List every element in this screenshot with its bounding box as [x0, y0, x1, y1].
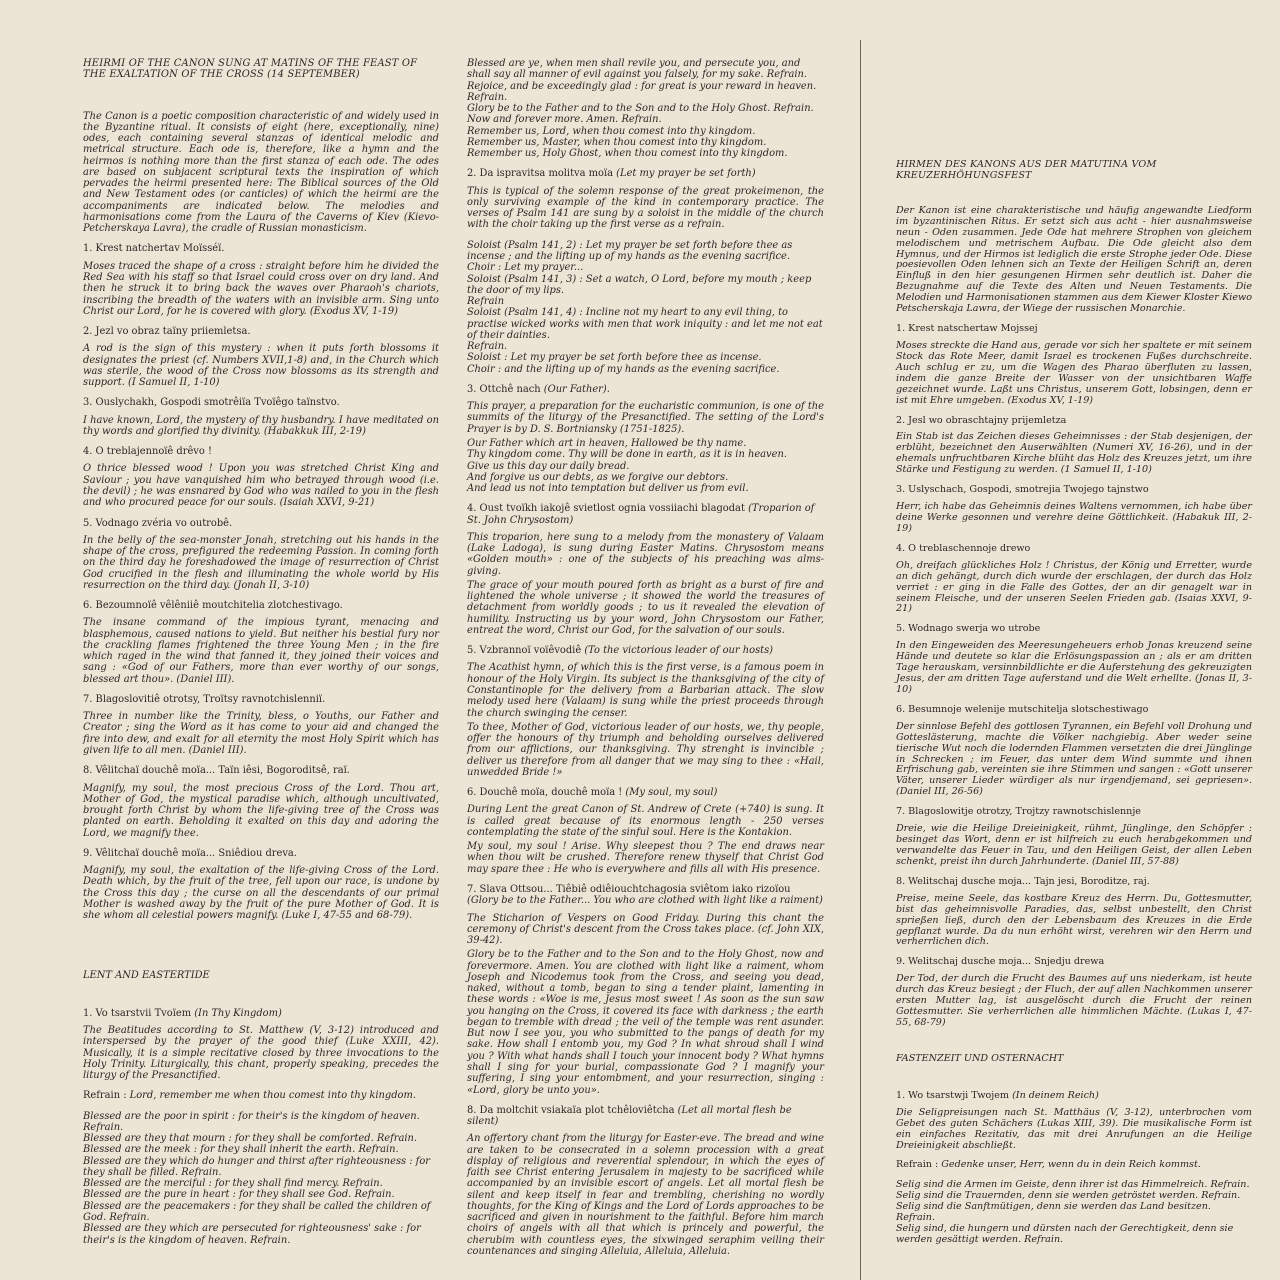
text-line: Remember us, Lord, when thou comest into thy kingdom. [467, 125, 756, 137]
text-line: Glory be to the Father and to the Son and to the Holy Ghost. Refrain. [467, 103, 814, 115]
section-6-text-1: During Lent the great Canon of St. Andrew of Crete (+740) is sung. It is called great because of its enormous length - 250 verses contemplating the state of the sinful soul. Here is the Kontakion. [467, 804, 824, 838]
refrain-line: Refrain : Lord, remember me when thou comest into thy kingdom. [83, 1090, 416, 1102]
english-column-2 [467, 58, 824, 1266]
lent-title: LENT AND EASTERTIDE [83, 970, 210, 982]
german-column [896, 160, 1252, 1255]
ode-heading: 2. Jezl vo obraz taïny priiemletsa. [83, 326, 251, 338]
section-4-text-1: This troparion, here sung to a melody from the monastery of Valaam (Lake Ladoga), is sung during Easter Matins. Chrysostom means «Golden mouth» : one of the subjects of his preaching was alms-giving. [467, 531, 824, 577]
text-line: Blessed are they that mourn : for they shall be comforted. Refrain. [83, 1133, 418, 1145]
text-line: Soloist : Let my prayer be set forth before thee as incense. [467, 352, 762, 364]
text-line: Thy kingdom come. Thy will be done in earth, as it is in heaven. [467, 449, 787, 461]
ode-text: Herr, ich habe das Geheimnis deines Waltens vernommen, ich habe über deine Werke gesonnen und verehre deine Göttlichkeit. (Habakuk III, 2-19) [896, 501, 1252, 534]
text-line: Remember us, Master, when thou comest into thy kingdom. [467, 136, 767, 148]
ode-text: Ein Stab ist das Zeichen dieses Geheimnisses : der Stab desjenigen, der erblüht, bezeichnet den Auserwählten (Numeri XV, 16-26), und in der ehemals unfruchtbaren Kirche blüht das Holz des Kreuzes jetzt, um ihre Stärke und Festigung zu werden. (1 Samuel II, 1-10) [896, 431, 1252, 476]
prokeimenon-lines [467, 240, 824, 375]
section-8-text: An offertory chant from the liturgy for Easter-eve. The bread and wine are taken to be consecrated in a solemn procession with a great display of religious and reverential splendour, in which the eyes of faith see Christ entering Jerusalem in majesty to be sacrificed while accompanied by an invisible escort of angels. Let all mortal flesh be silent and keep itself in fear and trembling, cherishing no wordly thoughts, for the King of Kings and the Lord of Lords approaches to be sacrificed and given in nourishment to the faithful. Before him march choirs of angels with all that which is princely and powerful, the cherubim with countless eyes, the sixwinged seraphim veiling their countenances and singing Alleluia, Alleluia, Alleluia. [467, 1133, 824, 1257]
ode-text: Der Tod, der durch die Frucht des Baumes auf uns niederkam, ist heute durch das Kreuz besiegt ; der Fluch, der auf allen Nachkommen unserer ersten Mutter lag, ist ausgelöscht durch die Frucht der reinen Gottesmutter. Sie verherrlichen alle himmlichen Mächte. (Lukas I, 47-55, 68-79) [896, 973, 1252, 1028]
text-line: Blessed are they which are persecuted for righteousness' sake : for their's is the kingdom of heaven. Refrain. [83, 1223, 421, 1246]
beatitudes-continued [467, 58, 824, 159]
ode-heading: 4. O treblajennoïê drêvo ! [83, 446, 212, 458]
section-5-heading: 5. Vzbrannoï voïêvodiê (To the victorious leader of our hosts) [467, 645, 774, 657]
text-line: Selig sind die Trauernden, denn sie werden getröstet werden. Refrain. [896, 1190, 1241, 1202]
text-line: Soloist (Psalm 141, 2) : Let my prayer be set forth before thee as incense ; and the lifting up of my hands as the evening sacrifice. [467, 239, 793, 262]
ode-text: Der sinnlose Befehl des gottlosen Tyrannen, ein Befehl voll Drohung und Gotteslästerung, machte die Völker nachgiebig. Aber weder seine tierische Wut noch die lodernden Flammen versetzten die drei Jünglinge in Schrecken ; im Feuer, das unter dem Wind summte und ihnen Erfrischung gab, vereinten sie ihre Stimmen und sangen : «Gott unserer Väter, unserer Lieder würdiger als nur irgendjemand, sei gepriesen». (Daniel III, 26-56) [896, 720, 1252, 798]
ode-heading: 7. Blagoslowitje otrotzy, Trojtzy rawnotschislennje [896, 806, 1141, 818]
section-4-heading: 4. Oust tvoïkh iakojê svietlost ognia vossiiachi blagodat (Troparion of St. John Chrysostom) [467, 503, 815, 526]
ode-text: A rod is the sign of this mystery : when it puts forth blossoms it designates the priest (cf. Numbers XVII,1-8) and, in the Church which was sterile, the wood of the Cross now blossoms as its strength and support. (I Samuel II, 1-10) [83, 343, 439, 389]
text-line: Choir : Let my prayer... [467, 262, 584, 274]
refrain-line-de: Refrain : Gedenke unser, Herr, wenn du in dein Reich kommst. [896, 1159, 1201, 1171]
ode-heading: 6. Besumnoje welenije mutschitelja slotschestiwago [896, 703, 1149, 715]
section-3-text: This prayer, a preparation for the eucharistic communion, is one of the summits of the liturgy of the Presanctified. The setting of the Lord's Prayer is by D. S. Bortniansky (1751-1825). [467, 401, 824, 435]
section-2-text: This is typical of the solemn response of the great prokeimenon, the only surviving example of the kind in contemporary practice. The verses of Psalm 141 are sung by a soloist in the middle of the church with the choir taking up the first verse as a refrain. [467, 185, 824, 231]
ode-heading: 7. Blagoslovitiê otrotsy, Troïtsy ravnotchislenniï. [83, 693, 326, 705]
ode-text: Moses streckte die Hand aus, gerade vor sich her spaltete er mit seinem Stock das Rote Meer, damit Israel es trockenen Fußes durchschreite. Auch schlug er zu, um die Wagen des Pharao überfluten zu lassen, indem die ganze Breite der Wasser von der unsichtbaren Waffe gezeichnet wurde. Laßt uns Christus, unserem Gott, lobsingen, denn er ist mit Ehre umgeben. (Exodus XV, 1-19) [896, 339, 1252, 406]
section-7-text-1: The Sticharion of Vespers on Good Friday. During this chant the ceremony of Christ's descent from the Cross takes place. (cf. John XIX, 39-42). [467, 912, 824, 947]
text-line: Blessed are they which do hunger and thirst after righteousness : for they shall be filled. Refrain. [83, 1155, 431, 1178]
text-line: Blessed are the poor in spirit : for their's is the kingdom of heaven. Refrain. [83, 1110, 420, 1133]
text-line: Blessed are the meek : for they shall inherit the earth. Refrain. [83, 1144, 399, 1156]
text-line: Selig sind die Armen im Geiste, denn ihrer ist das Himmelreich. Refrain. [896, 1179, 1250, 1191]
ode-text: Oh, dreifach glückliches Holz ! Christus, der König und Erretter, wurde an dich gehängt, durch dich wurde der erschlagen, der durch das Holz verriet : er ging in die Falle des Gottes, der an dir genagelt war in seinem Fleische, und der unseren Seelen Frieden gab. (Isaias XXVI, 9-21) [896, 559, 1252, 615]
section-2-heading: 2. Da ispravitsa molitva moïa (Let my prayer be set forth) [467, 168, 756, 180]
ode-text: The insane command of the impious tyrant, menacing and blasphemous, caused nations to yield. But neither his bestial fury nor the crackling flames frightened the three Young Men ; in the fire which raged in the wind that fanned it, they joined their voices and sang : «God of our Fathers, more than ever worthy of our songs, blessed art thou». (Daniel III). [83, 617, 439, 685]
section-5-text-2: To thee, Mother of God, victorious leader of our hosts, we, thy people, offer the honours of thy triumph and beholding ourselves delivered from our afflictions, our thanksgiving. Thy strenght is invincible ; deliver us therefore from all danger that we may sing to thee : «Hail, unwedded Bride !» [467, 721, 824, 778]
column-divider [860, 40, 861, 1280]
section-7-heading: 7. Slava Ottsou... Tiêbiê odiêiouchtchagosia sviêtom iako rizoïou (Glory be to the Father... You who are clothed with light like a raiment) [467, 884, 823, 907]
text-line: Our Father which art in heaven, Hallowed be thy name. [467, 437, 747, 449]
ode-heading: 4. O treblaschennoje drewo [896, 542, 1031, 554]
lords-prayer-lines [467, 438, 824, 494]
section-4-text-2: The grace of your mouth poured forth as bright as a burst of fire and lightened the whole universe ; it showed the world the treasures of detachment from worldly goods ; to us it revealed the elevation of humility. Instructing us by your word, John Chrysostom our Father, entreat the word, Christ our God, for the salvation of our souls. [467, 579, 824, 636]
text-line: Soloist (Psalm 141, 4) : Incline not my heart to any evil thing, to practise wicked works with men that work iniquity : and let me not eat of their dainties. [467, 307, 823, 341]
text-line: Refrain [467, 296, 505, 308]
english-odes [83, 243, 439, 921]
lent-1-text: The Beatitudes according to St. Matthew (V, 3-12) introduced and interspersed by the prayer of the good thief (Luke XXIII, 42). Musically, it is a simple recitative closed by three invocations to the Holy Trinity. Liturgically, this chant, properly speaking, precedes the liturgy of the Presanctified. [83, 1025, 439, 1082]
text-line: Selig sind, die hungern und dürsten nach der Gerechtigkeit, denn sie werden gesättigt werden. Refrain. [896, 1223, 1234, 1245]
text-line: Blessed are the peacemakers : for they shall be called the children of God. Refrain. [83, 1200, 431, 1223]
text-line: Selig sind die Sanftmütigen, denn sie werden das Land besitzen. Refrain. [896, 1201, 1211, 1224]
ode-text: Dreie, wie die Heilige Dreieinigkeit, rühmt, Jünglinge, den Schöpfer : besinget das Wort, denn er ist hilfreich zu euch herabgekommen und verwandelte das Feuer in Tau, und den Heiligen Geist, der allen Leben schenkt, preist ihn durch Jahrhunderte. (Daniel III, 57-88) [896, 823, 1252, 867]
text-line: Blessed are ye, when men shall revile you, and persecute you, and shall say all manner of evil against you falsely, for my sake. Refrain. [467, 58, 808, 81]
fastenzeit-1-text: Die Seligpreisungen nach St. Matthäus (V, 3-12), unterbrochen vom Gebet des guten Schächers (Lukas XIII, 39). Die musikalische Form ist ein einfaches Rezitativ, das mit drei Anrufungen an die Heilige Dreieinigkeit abschließt. [896, 1106, 1252, 1151]
ode-heading: 5. Wodnago swerja wo utrobe [896, 623, 1041, 635]
ode-heading: 8. Vêlitchaï douchê moïa... Taïn iêsi, Bogoroditsê, raï. [83, 765, 350, 777]
ode-text: Preise, meine Seele, das kostbare Kreuz des Herrn. Du, Gottesmutter, bist das geheimnisvolle Paradies, das, selbst unbestellt, den Christ sprießen ließ, durch den der Lebensbaum des Kreuzes in die Erde gepflanzt wurde. Da du nun erhöht wirst, verehren wir den Herrn und verherrlichen dich. [896, 892, 1252, 948]
ode-text: In the belly of the sea-monster Jonah, stretching out his hands in the shape of the cross, prefigured the redeeming Passion. In coming forth on the third day he foreshadowed the image of resurrection of Christ God crucified in the flesh and illuminating the whole world by His resurrection on the third day. (Jonah II, 3-10) [83, 534, 439, 591]
ode-text: I have known, Lord, the mystery of thy husbandry. I have meditated on thy words and glorified thy divinity. (Habakkuk III, 2-19) [83, 414, 439, 437]
ode-text: Magnify, my soul, the most precious Cross of the Lord. Thou art, Mother of God, the mystical paradise which, although uncultivated, brought forth Christ by whom the life-giving tree of the Cross was planted on earth. Beholding it exalted on this day and adoring the Lord, we magnify thee. [83, 782, 439, 839]
fastenzeit-title: FASTENZEIT UND OSTERNACHT [896, 1052, 1064, 1064]
lent-1-heading: 1. Vo tsarstvii Tvoïem (In Thy Kingdom) [83, 1007, 282, 1019]
text-line: Refrain. [467, 341, 508, 353]
text-line: Blessed are the merciful : for they shall find mercy. Refrain. [83, 1178, 383, 1190]
ode-text: O thrice blessed wood ! Upon you was stretched Christ King and Saviour ; you have vanquished him who betrayed through wood (i.e. the devil) ; he was ensnared by God who was nailed to you in the flesh and who procured peace for our souls. (Isaiah XXVI, 9-21) [83, 463, 439, 509]
kanon-intro: Der Kanon ist eine charakteristische und häufig angewandte Liedform im byzantinischen Ritus. Er setzt sich aus acht - hier ausnahmsweise neun - Oden zusammen. Jede Ode hat mehrere Strophen von gleichem melodischem und metrischem Aufbau. Die Ode gleicht also dem Hymnus, und der Hirmos ist lediglich die erste Strophe jeder Ode. Diese poesievollen Oden lehnen sich an Texte der Heiligen Schrift an, deren Einfluß in den hier gesungenen Hirmen sehr deutlich ist. Daher die Bezugnahme auf die Texte des Alten und Neuen Testaments. Die Melodien und Harmonisationen stammen aus dem Kiewer Kloster Kiewo Petscherskaja Lawra, der Wiege der russischen Monarchie. [896, 204, 1252, 315]
text-line: Give us this day our daily bread. [467, 460, 630, 472]
section-3-heading: 3. Ottchê nach (Our Father). [467, 383, 610, 395]
ode-heading: 8. Welitschaj dusche moja... Tajn jesi, Boroditze, raj. [896, 875, 1150, 887]
text-line: Remember us, Holy Ghost, when thou comest into thy kingdom. [467, 148, 788, 160]
text-line: Soloist (Psalm 141, 3) : Set a watch, O Lord, before my mouth ; keep the door of my lips. [467, 273, 812, 296]
ode-heading: 1. Krest natchertav Moïsséï. [83, 243, 225, 255]
english-column-1 [83, 58, 439, 1255]
section-8-heading: 8. Da moltchit vsiakaïa plot tchêloviêtcha (Let all mortal flesh be silent) [467, 1104, 792, 1128]
text-line: Rejoice, and be exceedingly glad : for great is your reward in heaven. Refrain. [467, 80, 817, 103]
german-odes [896, 324, 1252, 1029]
seligpreisungen-list [896, 1180, 1252, 1246]
text-line: Now and forever more. Amen. Refrain. [467, 114, 662, 126]
ode-text: In den Eingeweiden des Meeresungeheuers erhob Jonas kreuzend seine Hände und deutete so klar die Erlösungspassion an ; als er am dritten Tage herauskam, versinnbildlichte er die Auferstehung des gekreuzigten Jesus, der am dritten Tage auferstand und die Welt erhellte. (Jonas II, 3-10) [896, 640, 1252, 695]
section-6-text-2: My soul, my soul ! Arise. Why sleepest thou ? The end draws near when thou wilt be crushed. Therefore renew thyself that Christ God may spare thee : He who is everywhere and fills all with His presence. [467, 841, 824, 875]
hirmen-title: HIRMEN DES KANONS AUS DER MATUTINA VOM KREUZERHÖHUNGSFEST [896, 159, 1157, 181]
text-line: And lead us not into temptation but deliver us from evil. [467, 483, 749, 495]
ode-heading: 6. Bezoumnoïê vêlêniiê moutchitelia zlotchestivago. [83, 600, 343, 612]
ode-heading: 5. Vodnago zvéria vo outrobê. [83, 517, 233, 529]
ode-text: Three in number like the Trinity, bless, o Youths, our Father and Creator ; sing the Word as it has come to your aid and changed the fire into dew, and exalt for all eternity the most Holy Spirit which has given life to all men. (Daniel III). [83, 711, 439, 757]
text-line: Choir : and the lifting up of my hands as the evening sacrifice. [467, 363, 780, 375]
ode-heading: 3. Uslyschach, Gospodi, smotrejia Twojego tajnstwo [896, 484, 1149, 496]
ode-heading: 3. Ouslychakh, Gospodi smotrêiïa Tvoïêgo taïnstvo. [83, 397, 340, 409]
ode-heading: 1. Krest natschertaw Mojssej [896, 323, 1038, 335]
section-6-heading: 6. Douchê moïa, douchê moïa ! (My soul, my soul) [467, 787, 718, 799]
section-5-text-1: The Acathist hymn, of which this is the first verse, is a famous poem in honour of the Holy Virgin. Its subject is the thanksgiving of the city of Constantinople for the delivery from a Barbarian attack. The slow melody used here (Valaam) is sung while the priest proceeds through the church swinging the censer. [467, 662, 824, 719]
ode-heading: 2. Jesl wo obraschtajny prijemletza [896, 414, 1067, 426]
text-line: Blessed are the pure in heart : for they shall see God. Refrain. [83, 1189, 395, 1201]
ode-text: Magnify, my soul, the exaltation of the life-giving Cross of the Lord. Death which, by the fruit of the tree, fell upon our race, is undone by the Cross this day ; the curse on all the descendants of our primal Mother is washed away by the fruit of the pure Mother of God. It is she whom all celestial powers magnify. (Luke I, 47-55 and 68-79). [83, 865, 439, 922]
text-line: And forgive us our debts, as we forgive our debtors. [467, 471, 729, 483]
heirmi-title: HEIRMI OF THE CANON SUNG AT MATINS OF THE FEAST OF THE EXALTATION OF THE CROSS (14 SEPTEMBER) [83, 58, 418, 81]
ode-text: Moses traced the shape of a cross : straight before him he divided the Red Sea with his staff so that Israel could cross over on dry land. And then he struck it to bring back the waves over Pharaoh's chariots, inscribing the breadth of the waters with an invisible arm. Sing unto Christ our Lord, for he is covered with glory. (Exodus XV, 1-19) [83, 260, 439, 317]
canon-intro: The Canon is a poetic composition characteristic of and widely used in the Byzantine ritual. It consists of eight (here, exceptionally, nine) odes, each containing several stanzas of identical melodic and metrical structure. Each ode is, therefore, like a hymn and the heirmos is nothing more than the first stanza of each ode. The odes are based on subjacent scriptural texts the inspiration of which pervades the heirmi presented here: The Biblical sources of the Old and New Testament odes (or canticles) of which the heirmi are the accompaniments are indicated below. The melodies and harmonisations come from the Laura of the Caverns of Kiev (Kievo-Petcherskaya Lavra), the cradle of Russian monasticism. [83, 110, 439, 235]
ode-heading: 9. Welitschaj dusche moja... Snjedju drewa [896, 956, 1105, 968]
section-7-text-2: Glory be to the Father and to the Son and to the Holy Ghost, now and forevermore. Amen. You are clothed with light like a raiment, whom Joseph and Nicodemus took from the Cross, and seeing you dead, naked, without a tomb, began to sing a tender plaint, lamenting in these words : «Woe is me, Jesus most sweet ! As soon as the sun saw you hanging on the Cross, it covered its face with darkness ; the earth began to tremble with dread ; the veil of the temple was rent asunder. But now I see you, you who submitted to the pangs of death for my sake. How shall I entomb you, my God ? In what shroud shall I wind you ? With what hands shall I touch your innocent body ? What hymns shall I sing for your burial, compassionate God ? I magnify your suffering, I sing your entombment, and your resurrection, singing : «Lord, glory be unto you». [467, 949, 824, 1096]
ode-heading: 9. Vêlitchaï douchê moïa... Sniêdiou dreva. [83, 847, 297, 859]
fastenzeit-1-heading: 1. Wo tsarstwji Twojem (In deinem Reich) [896, 1089, 1099, 1101]
beatitudes-list [83, 1111, 439, 1246]
